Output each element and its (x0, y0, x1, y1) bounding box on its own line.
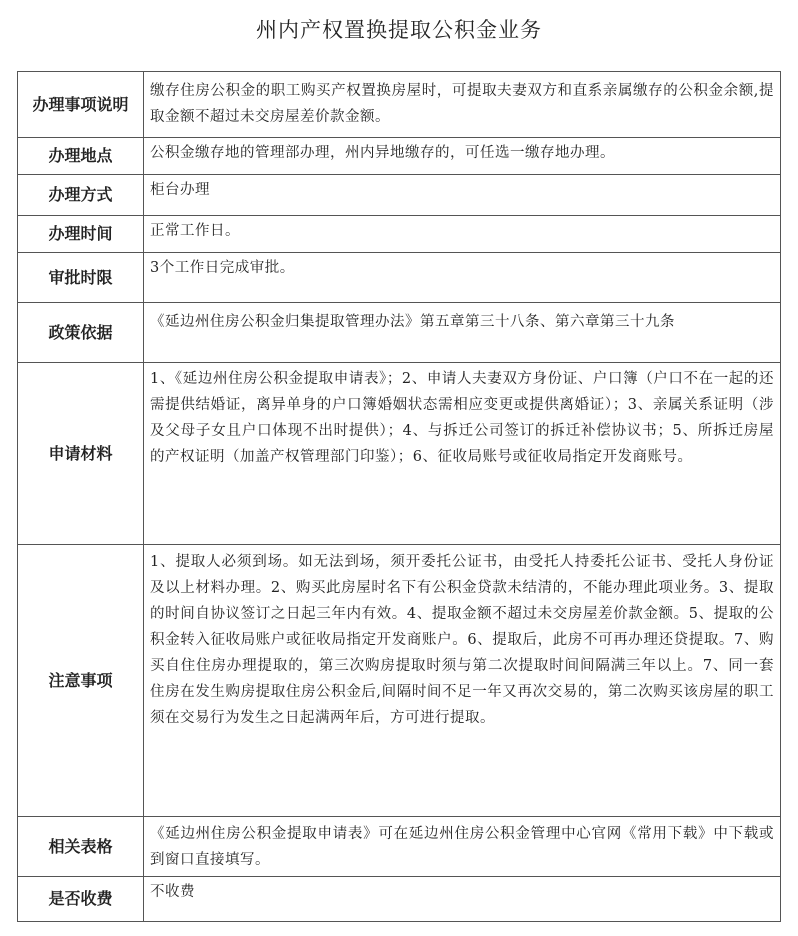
row-label: 申请材料 (18, 363, 144, 545)
row-value: 1、提取人必须到场。如无法到场，须开委托公证书，由受托人持委托公证书、受托人身份证及以上材料办理。2、购买此房屋时名下有公积金贷款未结清的，不能办理此项业务。3、提取的时间自协议签订之日起三年内有效。4、提取金额不超过未交房屋差价款金额。5、提取的公积金转入征收局账户或征收局指定开发商账户。6、提取后，此房不可再办理还贷提取。7、购买自住住房办理提取的，第三次购房提取时须与第二次提取时间间隔满三年以上。7、同一套住房在发生购房提取住房公积金后,间隔时间不足一年又再次交易的，第二次购买该房屋的职工须在交易行为发生之日起满两年后，方可进行提取。 (144, 545, 781, 817)
row-label: 相关表格 (18, 817, 144, 877)
table-row (18, 545, 781, 817)
page-title: 州内产权置换提取公积金业务 (256, 18, 542, 42)
table-row (18, 253, 781, 303)
row-label: 政策依据 (18, 303, 144, 363)
row-value: 公积金缴存地的管理部办理，州内异地缴存的，可任选一缴存地办理。 (144, 138, 781, 175)
table-row (18, 72, 781, 138)
row-value: 缴存住房公积金的职工购买产权置换房屋时，可提取夫妻双方和直系亲属缴存的公积金余额,提取金额不超过未交房屋差价款金额。 (144, 72, 781, 138)
table-row (18, 138, 781, 175)
row-label: 注意事项 (18, 545, 144, 817)
row-label: 是否收费 (18, 877, 144, 922)
row-value: 《延边州住房公积金提取申请表》可在延边州住房公积金管理中心官网《常用下载》中下载或到窗口直接填写。 (144, 817, 781, 877)
row-value: 柜台办理 (144, 175, 781, 216)
table-row (18, 817, 781, 877)
row-label: 办理事项说明 (18, 72, 144, 138)
row-value: 不收费 (144, 877, 781, 922)
row-label: 办理时间 (18, 216, 144, 253)
row-value: 《延边州住房公积金归集提取管理办法》第五章第三十八条、第六章第三十九条 (144, 303, 781, 363)
row-value: 1、《延边州住房公积金提取申请表》；2、申请人夫妻双方身份证、户口簿（户口不在一起的还需提供结婚证，离异单身的户口簿婚姻状态需相应变更或提供离婚证）；3、亲属关系证明（涉及父母子女且户口体现不出时提供）；4、与拆迁公司签订的拆迁补偿协议书；5、所拆迁房屋的产权证明（加盖产权管理部门印鉴）；6、征收局账号或征收局指定开发商账号。 (144, 363, 781, 545)
table-row (18, 303, 781, 363)
row-label: 办理地点 (18, 138, 144, 175)
table-row (18, 216, 781, 253)
info-table (17, 71, 781, 922)
table-row (18, 363, 781, 545)
row-value: 正常工作日。 (144, 216, 781, 253)
table-row (18, 877, 781, 922)
table-row (18, 175, 781, 216)
row-label: 审批时限 (18, 253, 144, 303)
row-value: 3个工作日完成审批。 (144, 253, 781, 303)
row-label: 办理方式 (18, 175, 144, 216)
